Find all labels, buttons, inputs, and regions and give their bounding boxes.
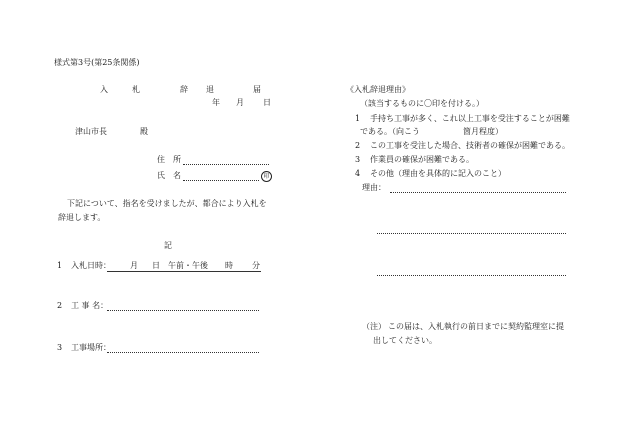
reason-2: この工事を受注した場合、技術者の確保が困難である。	[370, 141, 570, 150]
title-char: 札	[132, 85, 140, 94]
item1-minute: 分	[252, 261, 260, 270]
item3-num: 3	[57, 343, 63, 352]
seal-char: 印	[261, 171, 272, 182]
item3-label: 工事場所：	[71, 343, 111, 352]
title-char: 入	[100, 85, 108, 94]
reason-field-1[interactable]	[390, 192, 566, 193]
reason-1-num: 1	[355, 114, 361, 123]
reason-field-2[interactable]	[377, 233, 566, 234]
note-line-2: 出してください。	[373, 336, 437, 345]
note-mark: （注）	[362, 322, 386, 331]
name-label: 氏 名	[157, 171, 181, 180]
work-place-field[interactable]	[107, 352, 259, 353]
ki-heading: 記	[164, 241, 172, 250]
item1-label: 入札日時：	[71, 261, 111, 270]
reason-2-num: 2	[355, 141, 361, 150]
addressee-name: 津山市長	[75, 127, 107, 136]
work-name-field[interactable]	[107, 310, 259, 311]
body-line-1: 下記について、指名を受けましたが、都合により入札を	[67, 199, 267, 208]
reason-4: その他（理由を具体的に記入のこと）	[370, 169, 506, 178]
name-field[interactable]	[183, 180, 259, 181]
item1-month: 月	[130, 261, 138, 270]
reason-4-num: 4	[355, 169, 361, 178]
addressee-honorific: 殿	[140, 127, 148, 136]
reason-label: 理由：	[362, 183, 386, 192]
reason-1-line2: である。（向こう	[360, 127, 420, 136]
address-label: 住 所	[157, 155, 181, 164]
form-number: 様式第3号(第25条関係)	[54, 58, 140, 67]
date-month: 月	[236, 98, 244, 107]
body-line-2: 辞退します。	[58, 213, 106, 222]
item1-ampm: 午前・午後	[168, 261, 208, 270]
address-field[interactable]	[183, 164, 269, 165]
reason-1-line1: 手持ち工事が多く、これ以上工事を受注することが困難	[370, 114, 570, 123]
note-line-1: この届は、入札執行の前日までに契約監理室に提	[388, 322, 564, 331]
seal-mark	[261, 171, 272, 182]
reason-3: 作業員の確保が困難である。	[370, 155, 474, 164]
item1-hour: 時	[225, 261, 233, 270]
item2-label: 工 事 名：	[71, 301, 109, 310]
title-char: 届	[253, 85, 261, 94]
reason-1-months: 箇月程度）	[463, 127, 503, 136]
item2-num: 2	[57, 301, 63, 310]
reason-3-num: 3	[355, 155, 361, 164]
bid-datetime-field[interactable]	[107, 271, 261, 272]
reasons-heading: 《入札辞退理由》	[346, 85, 410, 94]
item1-num: 1	[57, 261, 63, 270]
reason-field-3[interactable]	[377, 275, 566, 276]
reasons-instruction: （該当するものに〇印を付ける。）	[360, 99, 484, 108]
date-day: 日	[263, 98, 271, 107]
title-char: 退	[206, 85, 214, 94]
date-year: 年	[212, 98, 220, 107]
item1-day: 日	[152, 261, 160, 270]
title-char: 辞	[180, 85, 188, 94]
